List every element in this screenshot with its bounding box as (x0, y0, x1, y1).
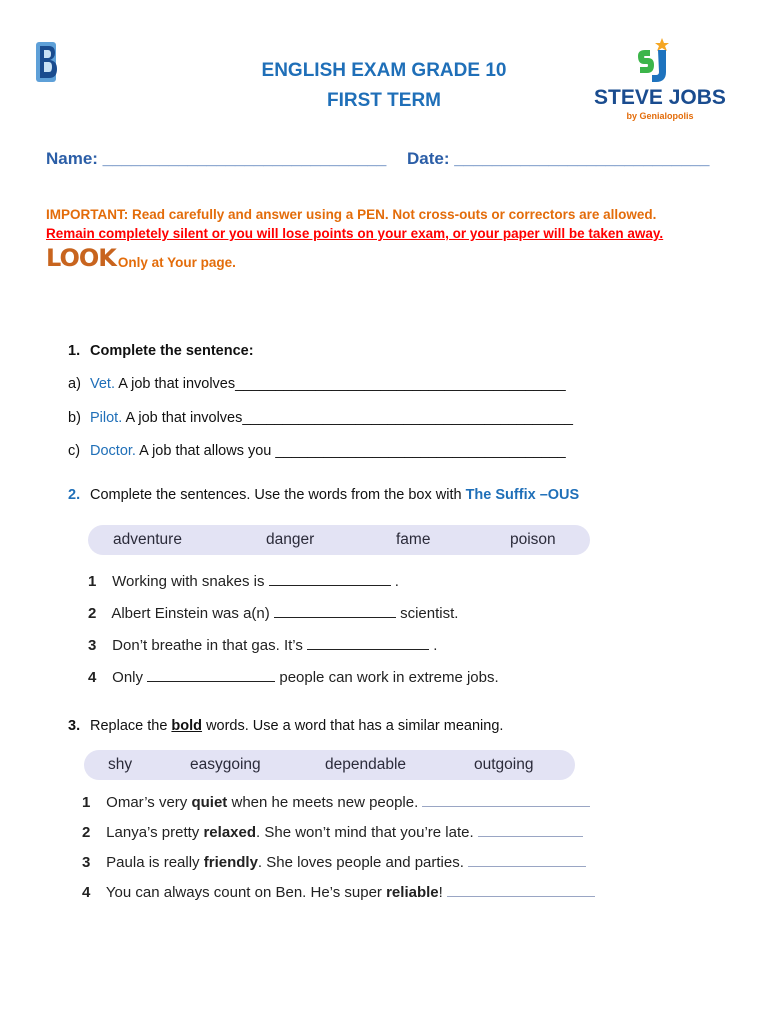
word-box-item: danger (266, 531, 315, 548)
look-word: LOOK (46, 244, 116, 272)
sentence-text: . (394, 573, 399, 590)
sentence-text: Only (112, 669, 144, 686)
job-name: Doctor. (90, 443, 136, 459)
q3-number: 3. (68, 718, 81, 734)
job-name: Pilot. (90, 410, 123, 426)
item-text: A job that involves_________________________________________ (118, 376, 566, 392)
sentence-number: 2 (88, 605, 97, 622)
job-name: Vet. (90, 376, 115, 392)
q2-word-box (88, 525, 590, 555)
q3-heading-bold: bold (171, 718, 203, 734)
sentence-text: . She won’t mind that you’re late. (256, 824, 474, 841)
sentence-text: You can always count on Ben. He’s super (105, 884, 382, 901)
silence-notice: Remain completely silent or you will lose points on your exam, or your paper will be taken away. (46, 226, 664, 241)
logo-subtitle: by Genialopolis (626, 111, 694, 121)
word-box-item: shy (108, 756, 133, 773)
q1-item-c[interactable] (68, 443, 566, 459)
q2-heading-text: Complete the sentences. Use the words from the box with (90, 487, 462, 503)
sentence-number: 1 (88, 573, 97, 590)
bold-word: quiet (191, 794, 228, 811)
sentence-text: ! (438, 884, 443, 901)
answer-blank[interactable] (468, 854, 586, 867)
word-box-item: easygoing (190, 756, 261, 773)
q3-heading-pre: Replace the (90, 718, 168, 734)
answer-blank[interactable] (422, 794, 590, 807)
item-letter: b) (68, 410, 81, 426)
answer-blank[interactable] (147, 669, 275, 682)
exam-term: FIRST TERM (327, 90, 441, 111)
q3-word-box (84, 750, 575, 780)
sentence-text: Don’t breathe in that gas. It’s (112, 637, 303, 654)
q3-sentence-3 (82, 854, 586, 871)
q2-sentence-3 (88, 637, 437, 654)
q1-heading (68, 343, 254, 359)
sentence-text: when he meets new people. (231, 794, 419, 811)
sentence-number: 1 (82, 794, 91, 811)
sentence-number: 4 (82, 884, 91, 901)
answer-blank[interactable] (478, 824, 583, 837)
q3-heading-post: words. Use a word that has a similar meaning. (206, 718, 504, 734)
answer-blank[interactable] (269, 573, 391, 586)
sentence-text: Lanya’s pretty (106, 824, 200, 841)
q1-item-a[interactable] (68, 376, 566, 392)
word-box-item: adventure (113, 531, 182, 548)
sentence-text: scientist. (400, 605, 459, 622)
sentence-number: 2 (82, 824, 91, 841)
q1-number: 1. (68, 343, 81, 359)
sentence-text: Albert Einstein was a(n) (111, 605, 270, 622)
answer-blank[interactable] (274, 605, 396, 618)
word-box-item: outgoing (474, 756, 534, 773)
sentence-text: Paula is really (106, 854, 200, 871)
word-box-item: dependable (325, 756, 407, 773)
q3-sentence-4 (82, 884, 595, 901)
item-letter: c) (68, 443, 81, 459)
q1-heading-text: Complete the sentence: (90, 343, 254, 359)
q1-item-b[interactable] (68, 410, 573, 426)
sentence-text: . (433, 637, 438, 654)
look-text: Only at Your page. (117, 254, 236, 270)
look-notice (46, 244, 236, 272)
answer-blank[interactable] (447, 884, 595, 897)
q3-sentence-1 (82, 794, 590, 811)
bold-word: relaxed (203, 824, 257, 841)
q3-sentence-2 (82, 824, 583, 841)
sentence-text: . She loves people and parties. (257, 854, 464, 871)
bold-word: reliable (386, 884, 439, 901)
sentence-number: 3 (82, 854, 91, 871)
bold-word: friendly (203, 854, 258, 871)
sentence-text: people can work in extreme jobs. (279, 669, 499, 686)
q2-sentence-2 (88, 605, 458, 622)
name-field[interactable]: Name: ______________________________ (46, 149, 387, 168)
sentence-number: 3 (88, 637, 97, 654)
item-letter: a) (68, 376, 81, 392)
q2-heading (68, 487, 579, 503)
q2-sentence-4 (88, 669, 499, 686)
q3-heading (68, 718, 503, 734)
important-notice: IMPORTANT: Read carefully and answer using a PEN. Not cross-outs or correctors are allowed. (46, 207, 657, 222)
q2-suffix: The Suffix –OUS (465, 487, 580, 503)
word-box-item: poison (510, 531, 556, 548)
q2-number: 2. (68, 487, 81, 503)
item-text: A job that allows you ____________________________________ (139, 443, 566, 459)
exam-title: ENGLISH EXAM GRADE 10 (261, 60, 507, 81)
sentence-number: 4 (88, 669, 97, 686)
sj-monogram-icon (634, 38, 674, 84)
sentence-text: Omar’s very (106, 794, 188, 811)
item-text: A job that involves_________________________________________ (125, 410, 573, 426)
steve-jobs-logo (590, 38, 730, 128)
word-box-item: fame (396, 531, 431, 548)
date-field[interactable]: Date: ___________________________ (407, 149, 710, 168)
q2-sentence-1 (88, 573, 399, 590)
sentence-text: Working with snakes is (112, 573, 265, 590)
answer-blank[interactable] (307, 637, 429, 650)
logo-wordmark: STEVE JOBS (594, 86, 726, 109)
